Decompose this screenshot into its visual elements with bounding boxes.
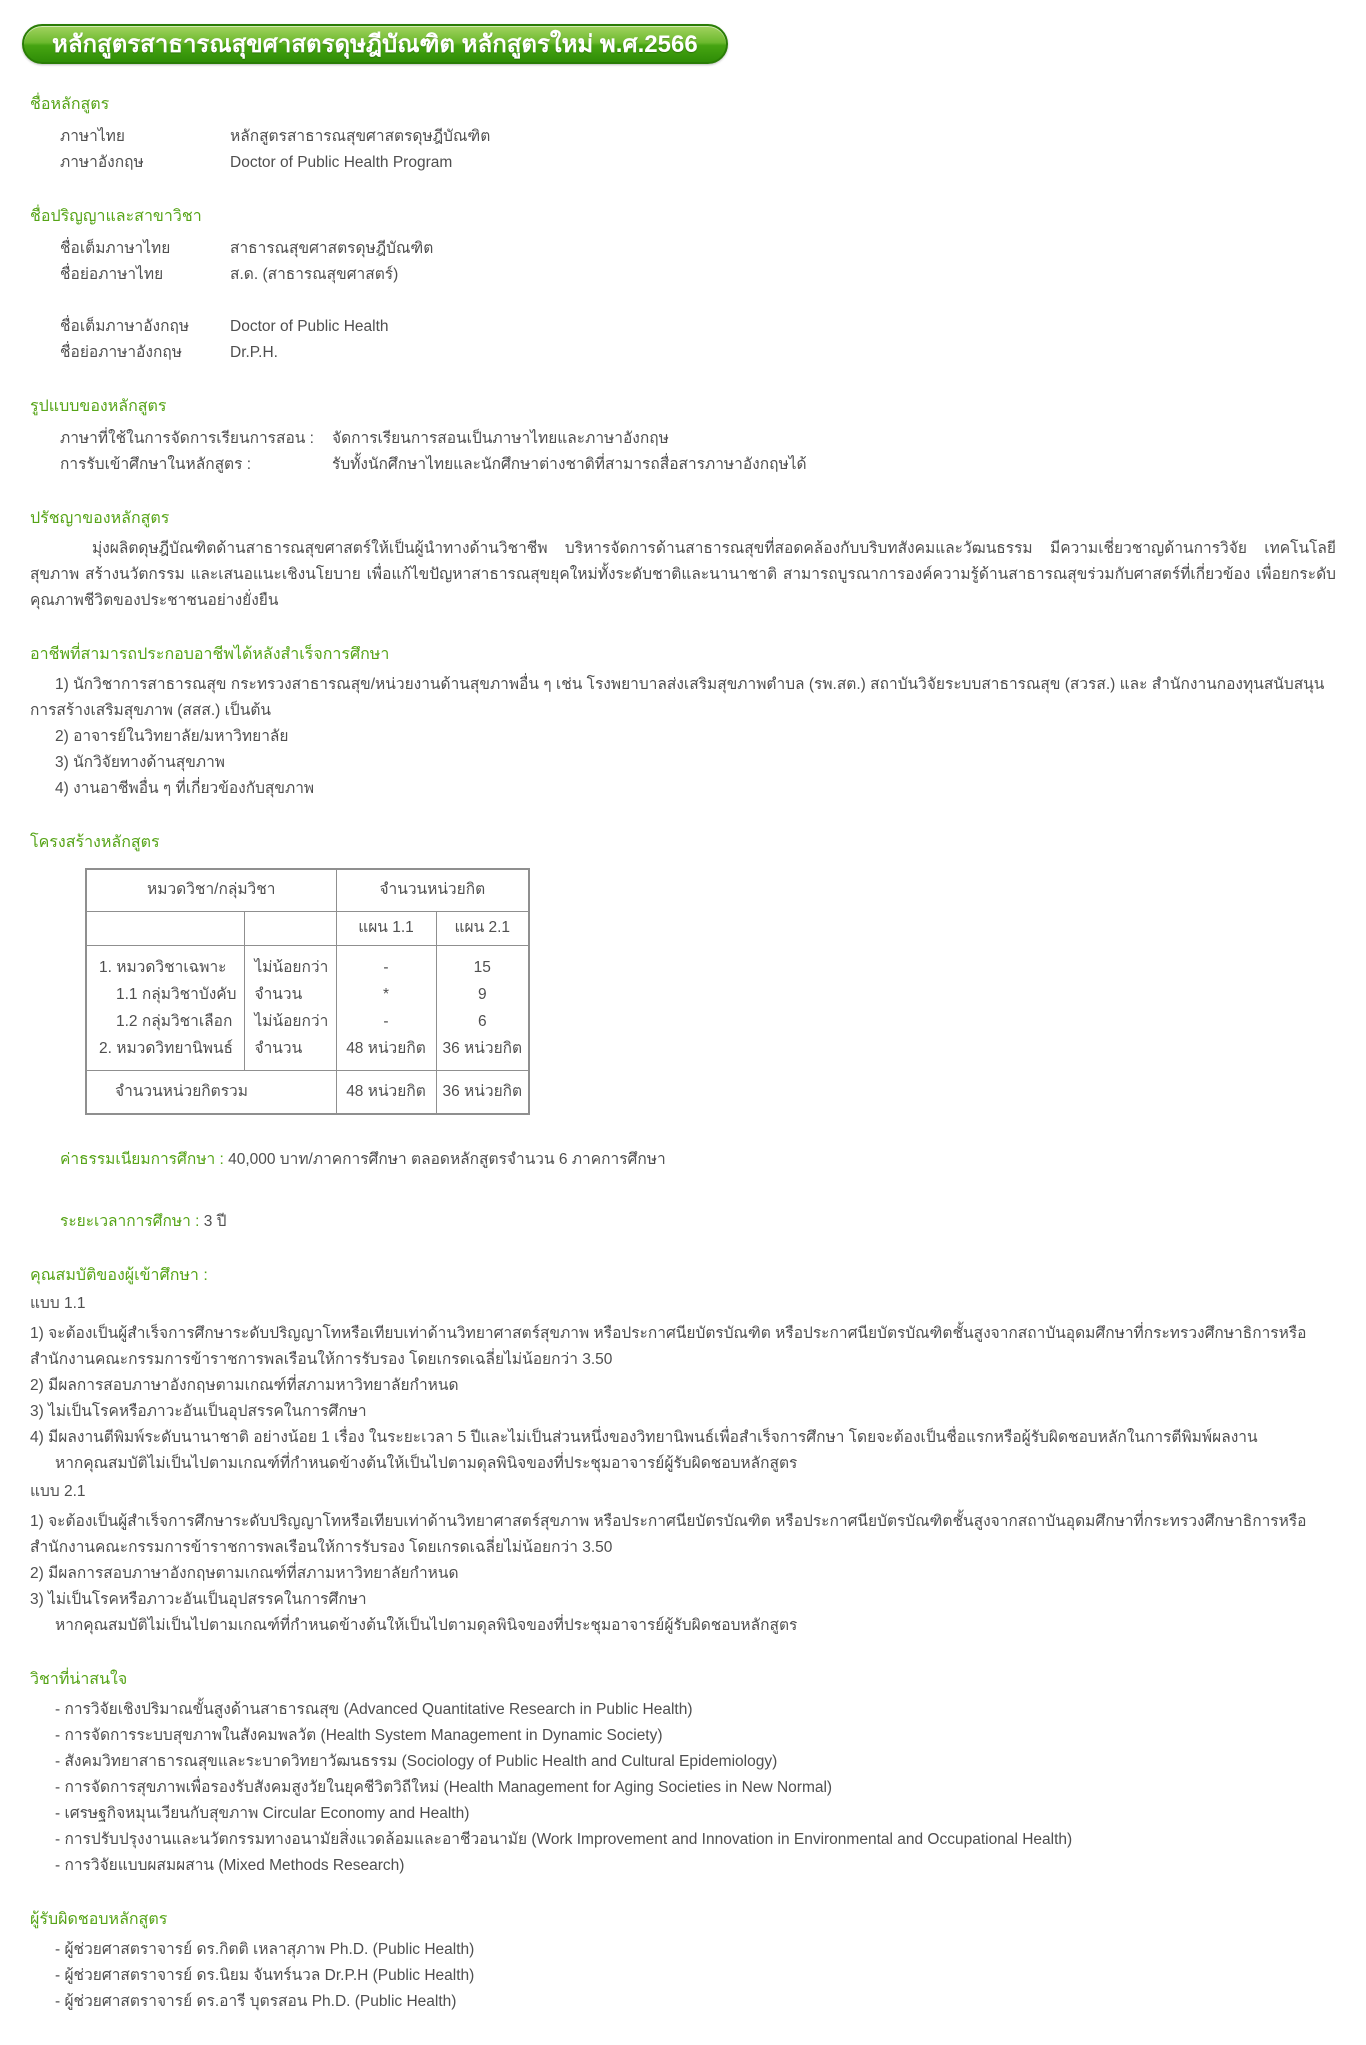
condition-line: ไม่น้อยกว่า	[254, 958, 329, 976]
plan-2-1-value: 15	[473, 958, 491, 976]
row-label: ชื่อเต็มภาษาไทย	[60, 240, 171, 257]
qualification-item: 4) มีผลงานตีพิมพ์ระดับนานาชาติ อย่างน้อย 1 เรื่อง ในระยะเวลา 5 ปีและไม่เป็นส่วนหนึ่งของวิทยานิพนธ์เพื่อสำเร็จการศึกษา โดยจะต้องเป็นชื่อแรกหรือผู้รับผิดชอบหลักในการตีพิมพ์ผลงาน	[30, 1429, 1258, 1446]
course-item: - สังคมวิทยาสาธารณสุขและระบาดวิทยาวัฒนธรรม (Sociology of Public Health and Cultural Epidemiology)	[55, 1753, 778, 1770]
section-heading-philosophy: ปรัชญาของหลักสูตร	[30, 510, 170, 527]
career-item: 3) นักวิจัยทางด้านสุขภาพ	[55, 754, 225, 771]
category-line: 2. หมวดวิทยานิพนธ์	[99, 1039, 234, 1057]
course-item: - การจัดการสุขภาพเพื่อรองรับสังคมสูงวัยในยุคชีวิตวิถีใหม่ (Health Management for Aging Societies in New Normal)	[55, 1779, 833, 1796]
format-row-admission	[60, 452, 1346, 478]
section-heading-careers: อาชีพที่สามารถประกอบอาชีพได้หลังสำเร็จการศึกษา	[30, 646, 390, 663]
total-plan-2-1-cell: 36 หน่วยกิต	[436, 1070, 529, 1114]
row-label: ภาษาที่ใช้ในการจัดการเรียนการสอน :	[60, 430, 314, 447]
course-item: - การวิจัยแบบผสมผสาน (Mixed Methods Research)	[55, 1857, 405, 1874]
category-line: 1.1 กลุ่มวิชาบังคับ	[116, 985, 237, 1003]
tuition-fee-label: ค่าธรรมเนียมการศึกษา :	[60, 1151, 224, 1168]
qualification-item: 3) ไม่เป็นโรคหรือภาวะอันเป็นอุปสรรคในการศึกษา	[30, 1591, 367, 1608]
study-duration-line	[60, 1209, 1346, 1235]
degree-row-english-abbr	[60, 340, 1346, 366]
qualification-item: 2) มีผลการสอบภาษาอังกฤษตามเกณฑ์ที่สภามหาวิทยาลัยกำหนด	[30, 1565, 459, 1582]
row-label: ภาษาอังกฤษ	[60, 154, 144, 171]
row-label: ชื่อย่อภาษาอังกฤษ	[60, 344, 182, 361]
plan-1-1-value: 48 หน่วยกิต	[346, 1039, 426, 1057]
plan-2-1-value: 36 หน่วยกิต	[442, 1039, 523, 1057]
qualification-item: 3) ไม่เป็นโรคหรือภาวะอันเป็นอุปสรรคในการศึกษา	[30, 1403, 367, 1420]
qualification-item: 1) จะต้องเป็นผู้สำเร็จการศึกษาระดับปริญญาโทหรือเทียบเท่าด้านวิทยาศาสตร์สุขภาพ หรือประกาศนียบัตรบัณฑิต หรือประกาศนียบัตรบัณฑิตชั้นสูงจากสถาบันอุดมศึกษาที่กระทรวงศึกษาธิการหรือสำนักงานคณะกรรมการข้าราชการพลเรือนให้การรับรอง โดยเกรดเฉลี่ยไม่น้อยกว่า 3.50	[30, 1325, 1307, 1368]
section-heading-structure: โครงสร้างหลักสูตร	[30, 834, 160, 851]
program-name-row-thai	[60, 124, 1346, 150]
row-value: Doctor of Public Health Program	[230, 154, 453, 171]
tuition-fee-value: 40,000 บาท/ภาคการศึกษา ตลอดหลักสูตรจำนวน 6 ภาคการศึกษา	[228, 1151, 666, 1168]
degree-row-english-full	[60, 314, 1346, 340]
qualification-note: หากคุณสมบัติไม่เป็นไปตามเกณฑ์ที่กำหนดข้างต้นให้เป็นไปตามดุลพินิจของที่ประชุมอาจารย์ผู้รับผิดชอบหลักสูตร	[55, 1455, 798, 1472]
careers-list	[30, 672, 1346, 802]
condition-line: จำนวน	[254, 1039, 303, 1057]
staff-item: - ผู้ช่วยศาสตราจารย์ ดร.อารี บุตรสอน Ph.D. (Public Health)	[55, 1993, 457, 2010]
course-item: - การวิจัยเชิงปริมาณขั้นสูงด้านสาธารณสุข (Advanced Quantitative Research in Public Health)	[55, 1701, 693, 1718]
total-plan-1-1-cell: 48 หน่วยกิต	[336, 1070, 436, 1114]
career-item: 4) งานอาชีพอื่น ๆ ที่เกี่ยวข้องกับสุขภาพ	[55, 780, 315, 797]
plan-1-1-title: แบบ 1.1	[30, 1295, 86, 1312]
career-item: 1) นักวิชาการสาธารณสุข กระทรวงสาธารณสุข/หน่วยงานด้านสุขภาพอื่น ๆ เช่น โรงพยาบาลส่งเสริมสุขภาพตำบล (รพ.สต.) สถาบันวิจัยระบบสาธารณสุข (สวรส.) และ สำนักงานกองทุนสนับสนุนการสร้างเสริมสุขภาพ (สสส.) เป็นต้น	[30, 676, 1325, 719]
plan-1-1-value: -	[383, 1012, 389, 1030]
plan-2-1-qualifications	[30, 1509, 1346, 1639]
course-item: - การจัดการระบบสุขภาพในสังคมพลวัต (Health System Management in Dynamic Society)	[55, 1727, 663, 1744]
plan-1-1-cell	[336, 945, 436, 1070]
degree-row-thai-full	[60, 236, 1346, 262]
empty-cell	[244, 911, 336, 945]
row-value: จัดการเรียนการสอนเป็นภาษาไทยและภาษาอังกฤษ	[332, 430, 669, 447]
staff-item: - ผู้ช่วยศาสตราจารย์ ดร.กิตติ เหลาสุภาพ Ph.D. (Public Health)	[55, 1941, 475, 1958]
category-line: 1. หมวดวิชาเฉพาะ	[99, 958, 227, 976]
staff-list	[30, 1937, 1346, 2015]
empty-cell	[86, 911, 244, 945]
study-duration-value: 3 ปี	[203, 1213, 227, 1230]
row-label: ชื่อเต็มภาษาอังกฤษ	[60, 318, 190, 335]
table-body-row	[86, 945, 529, 1070]
course-item: - เศรษฐกิจหมุนเวียนกับสุขภาพ Circular Economy and Health)	[55, 1805, 470, 1822]
course-item: - การปรับปรุงงานและนวัตกรรมทางอนามัยสิ่งแวดล้อมและอาชีวอนามัย (Work Improvement and Innovation in Environmental and Occupational Health)	[55, 1831, 1073, 1848]
spacer	[30, 288, 1346, 314]
row-value: ส.ด. (สาธารณสุขศาสตร์)	[230, 266, 399, 283]
row-label: ภาษาไทย	[60, 128, 125, 145]
header-credits-column: จำนวนหน่วยกิต	[336, 869, 529, 911]
table-header-row	[86, 869, 529, 911]
plan-1-1-header: แผน 1.1	[336, 911, 436, 945]
plan-2-1-value: 9	[477, 985, 487, 1003]
program-banner: หลักสูตรสาธารณสุขศาสตรดุษฎีบัณฑิต หลักสูตรใหม่ พ.ศ.2566	[22, 24, 728, 64]
condition-line: ไม่น้อยกว่า	[254, 1012, 329, 1030]
qualification-note: หากคุณสมบัติไม่เป็นไปตามเกณฑ์ที่กำหนดข้างต้นให้เป็นไปตามดุลพินิจของที่ประชุมอาจารย์ผู้รับผิดชอบหลักสูตร	[55, 1617, 798, 1634]
courses-list	[30, 1697, 1346, 1879]
total-label-cell: จำนวนหน่วยกิตรวม	[86, 1070, 336, 1114]
section-heading-courses: วิชาที่น่าสนใจ	[30, 1671, 128, 1688]
section-heading-staff: ผู้รับผิดชอบหลักสูตร	[30, 1911, 168, 1928]
section-heading-degree-name: ชื่อปริญญาและสาขาวิชา	[30, 208, 202, 225]
qualification-item: 2) มีผลการสอบภาษาอังกฤษตามเกณฑ์ที่สภามหาวิทยาลัยกำหนด	[30, 1377, 459, 1394]
row-value: หลักสูตรสาธารณสุขศาสตรดุษฎีบัณฑิต	[230, 128, 491, 145]
qualification-item: 1) จะต้องเป็นผู้สำเร็จการศึกษาระดับปริญญาโทหรือเทียบเท่าด้านวิทยาศาสตร์สุขภาพ หรือประกาศนียบัตรบัณฑิต หรือประกาศนียบัตรบัณฑิตชั้นสูงจากสถาบันอุดมศึกษาที่กระทรวงศึกษาธิการหรือสำนักงานคณะกรรมการข้าราชการพลเรือนให้การรับรอง โดยเกรดเฉลี่ยไม่น้อยกว่า 3.50	[30, 1513, 1307, 1556]
condition-cell	[244, 945, 336, 1070]
condition-line: จำนวน	[254, 985, 303, 1003]
row-value: Dr.P.H.	[230, 344, 278, 361]
plan-1-1-value: -	[383, 958, 389, 976]
row-value: สาธารณสุขศาสตรดุษฎีบัณฑิต	[230, 240, 434, 257]
curriculum-table	[85, 868, 530, 1115]
header-category-column: หมวดวิชา/กลุ่มวิชา	[86, 869, 336, 911]
row-value: Doctor of Public Health	[230, 318, 389, 335]
section-heading-qualifications: คุณสมบัติของผู้เข้าศึกษา :	[30, 1267, 208, 1284]
table-total-row	[86, 1070, 529, 1114]
row-value: รับทั้งนักศึกษาไทยและนักศึกษาต่างชาติที่สามารถสื่อสารภาษาอังกฤษได้	[332, 456, 807, 473]
format-row-language	[60, 426, 1346, 452]
plan-1-1-value: *	[382, 985, 390, 1003]
category-line: 1.2 กลุ่มวิชาเลือก	[116, 1012, 233, 1030]
tuition-fee-line	[60, 1147, 1346, 1173]
row-label: การรับเข้าศึกษาในหลักสูตร :	[60, 456, 252, 473]
plan-2-1-header: แผน 2.1	[436, 911, 529, 945]
plan-2-1-cell	[436, 945, 529, 1070]
staff-item: - ผู้ช่วยศาสตราจารย์ ดร.นิยม จันทร์นวล Dr.P.H (Public Health)	[55, 1967, 475, 1984]
table-plan-header-row	[86, 911, 529, 945]
career-item: 2) อาจารย์ในวิทยาลัย/มหาวิทยาลัย	[55, 728, 289, 745]
plan-1-1-qualifications	[30, 1321, 1346, 1477]
program-name-row-english	[60, 150, 1346, 176]
plan-2-1-title: แบบ 2.1	[30, 1483, 86, 1500]
section-heading-program-name: ชื่อหลักสูตร	[30, 96, 110, 113]
study-duration-label: ระยะเวลาการศึกษา :	[60, 1213, 200, 1230]
plan-2-1-value: 6	[477, 1012, 487, 1030]
section-heading-program-format: รูปแบบของหลักสูตร	[30, 398, 167, 415]
row-label: ชื่อย่อภาษาไทย	[60, 266, 164, 283]
category-cell	[86, 945, 244, 1070]
philosophy-paragraph: มุ่งผลิตดุษฎีบัณฑิตด้านสาธารณสุขศาสตร์ให้เป็นผู้นำทางด้านวิชาชีพ บริหารจัดการด้านสาธารณสุขที่สอดคล้องกับบริบทสังคมและวัฒนธรรม มีความเชี่ยวชาญด้านการวิจัย เทคโนโลยีสุขภาพ สร้างนวัตกรรม และเสนอแนะเชิงนโยบาย เพื่อแก้ไขปัญหาสาธารณสุขยุคใหม่ทั้งระดับชาติและนานาชาติ สามารถบูรณาการองค์ความรู้ด้านสาธารณสุขร่วมกับศาสตร์ที่เกี่ยวข้อง เพื่อยกระดับคุณภาพชีวิตของประชาชนอย่างยั่งยืน	[30, 540, 1336, 609]
degree-row-thai-abbr	[60, 262, 1346, 288]
